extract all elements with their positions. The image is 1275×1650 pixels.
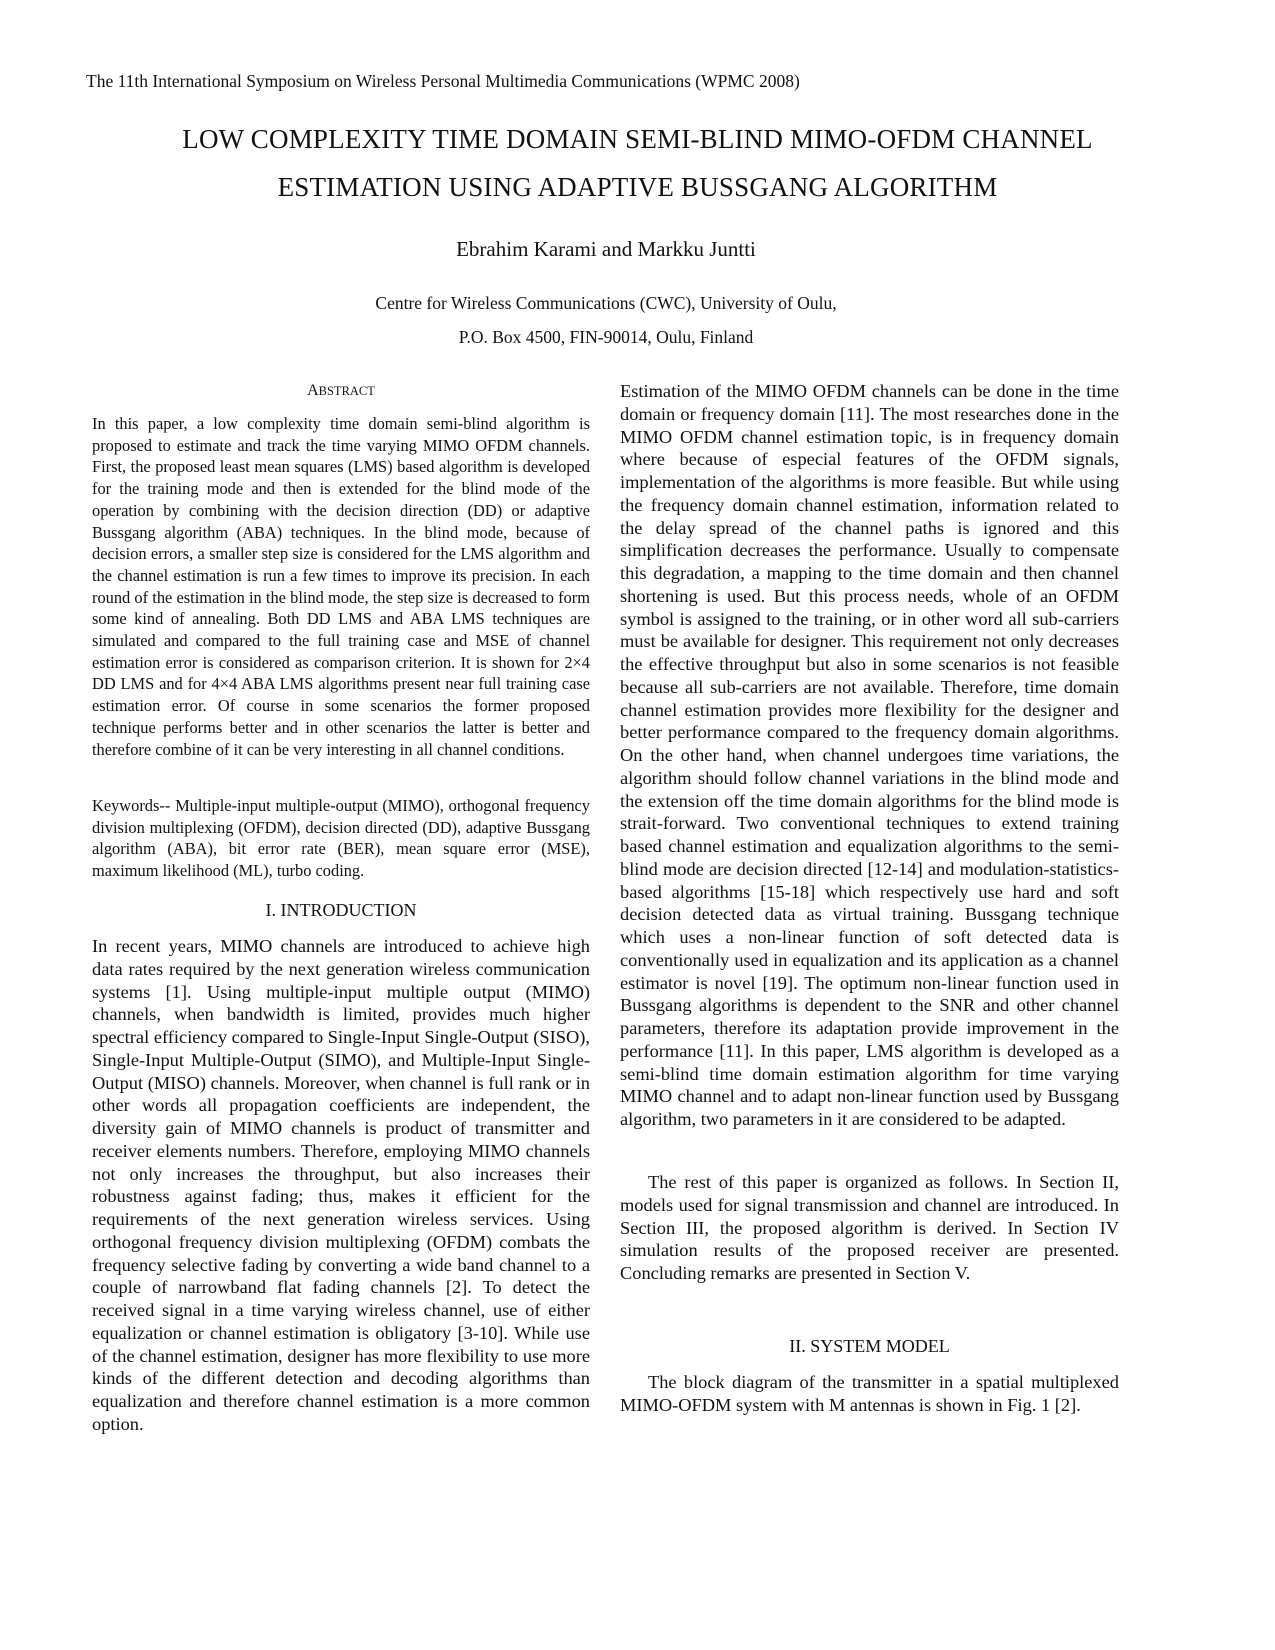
abstract-heading xyxy=(92,382,590,400)
system-model-paragraph-1: The block diagram of the transmitter in a spatial multiplexed MIMO-OFDM system with M antennas is shown in Fig. 1 [2]. xyxy=(620,1372,1119,1415)
title-line-1: LOW COMPLEXITY TIME DOMAIN SEMI-BLIND MIMO-OFDM CHANNEL xyxy=(182,124,1093,154)
conference-header: The 11th International Symposium on Wireless Personal Multimedia Communications (WPMC 2008) xyxy=(86,71,800,91)
keywords: Keywords-- Multiple-input multiple-output (MIMO), orthogonal frequency division multiplexing (OFDM), decision directed (DD), adaptive Bussgang algorithm (ABA), bit error rate (BER), mean square error (MSE), maximum likelihood (ML), turbo coding. xyxy=(92,796,590,881)
affiliation-line-1: Centre for Wireless Communications (CWC), University of Oulu, xyxy=(375,293,837,313)
abstract-text: In this paper, a low complexity time domain semi-blind algorithm is proposed to estimate and track the time varying MIMO OFDM channels. First, the proposed least mean squares (LMS) based algorithm is developed for the training mode and then is extended for the blind mode of the operation by combining with the decision direction (DD) or adaptive Bussgang algorithm (ABA) techniques. In the blind mode, because of decision errors, a smaller step size is considered for the LMS algorithm and the channel estimation is run a few times to improve its precision. In each round of the estimation in the blind mode, the step size is decreased to form some kind of annealing. Both DD LMS and ABA LMS techniques are simulated and compared to the full training case and MSE of channel estimation error is considered as comparison criterion. It is shown for 2×4 DD LMS and for 4×4 ABA LMS algorithms present near full training case estimation error. Of course in some scenarios the former proposed technique performs better and in other scenarios the latter is better and therefore combine of it can be very interesting in all channel conditions. xyxy=(92,414,590,759)
abstract-heading-rest: BSTRACT xyxy=(318,384,375,398)
paper-title xyxy=(60,115,1215,211)
authors: Ebrahim Karami and Markku Juntti xyxy=(456,237,756,261)
intro-paragraph-2: Estimation of the MIMO OFDM channels can be done in the time domain or frequency domain [11]. The most researches done in the MIMO OFDM channel estimation topic, is in frequency domain where because of especial features of the OFDM signals, implementation of the algorithms is more feasible. But while using the frequency domain channel estimation, information related to the delay spread of the channel paths is ignored and this simplification decreases the performance. Usually to compensate this degradation, a mapping to the time domain and then channel shortening is used. But this process needs, whole of an OFDM symbol is assigned to the training, or in other word all sub-carriers must be available for designer. This requirement not only decreases the effective throughput but also in some scenarios is not feasible because all sub-carriers are not available. Therefore, time domain channel estimation provides more flexibility for the designer and better performance compared to the frequency domain algorithms. On the other hand, when channel undergoes time variations, the algorithm should follow channel variations in the blind mode and the extension off the time domain algorithms for the blind mode is strait-forward. Two conventional techniques to extend training based channel estimation and equalization algorithms to the semi-blind mode are decision directed [12-14] and modulation-statistics-based algorithms [15-18] which respectively use hard and soft decision detected data as virtual training. Bussgang technique which uses a non-linear function of soft detected data is conventionally used in equalization and its application as a channel estimator is novel [19]. The optimum non-linear function used in Bussgang algorithms is dependent to the SNR and other channel parameters, therefore its adaptation provide improvement in the performance [11]. In this paper, LMS algorithm is developed as a semi-blind time domain estimation algorithm for time varying MIMO channel and to adapt non-linear function used by Bussgang algorithm, two parameters in it are considered to be adapted. xyxy=(620,381,1119,1129)
section-heading-introduction: I. INTRODUCTION xyxy=(265,900,417,920)
title-line-2: ESTIMATION USING ADAPTIVE BUSSGANG ALGORITHM xyxy=(277,172,998,202)
intro-paragraph-1: In recent years, MIMO channels are introduced to achieve high data rates required by the next generation wireless communication systems [1]. Using multiple-input multiple output (MIMO) channels, when bandwidth is limited, provides much higher spectral efficiency compared to Single-Input Single-Output (SISO), Single-Input Multiple-Output (SIMO), and Multiple-Input Single-Output (MISO) channels. Moreover, when channel is full rank or in other words all propagation coefficients are independent, the diversity gain of MIMO channels is product of transmitter and receiver elements numbers. Therefore, employing MIMO channels not only increases the throughput, but also increases their robustness against fading; thus, makes it efficient for the requirements of the next generation wireless services. Using orthogonal frequency division multiplexing (OFDM) combats the frequency selective fading by converting a wide band channel to a couple of narrowband flat fading channels [2]. To detect the received signal in a time varying wireless channel, use of either equalization or channel estimation is obligatory [3-10]. While use of the channel estimation, designer has more flexibility to use more kinds of the different detection and decoding algorithms than equalization and therefore channel estimation is a more common option. xyxy=(92,936,590,1434)
section-heading-system-model: II. SYSTEM MODEL xyxy=(789,1336,950,1356)
affiliation-line-2: P.O. Box 4500, FIN-90014, Oulu, Finland xyxy=(458,327,754,347)
affiliation xyxy=(0,286,1212,354)
abstract-heading-initial: A xyxy=(307,382,319,399)
intro-paragraph-3: The rest of this paper is organized as follows. In Section II, models used for signal transmission and channel are introduced. In Section III, the proposed algorithm is derived. In Section IV simulation results of the proposed receiver are presented. Concluding remarks are presented in Section V. xyxy=(620,1172,1119,1283)
